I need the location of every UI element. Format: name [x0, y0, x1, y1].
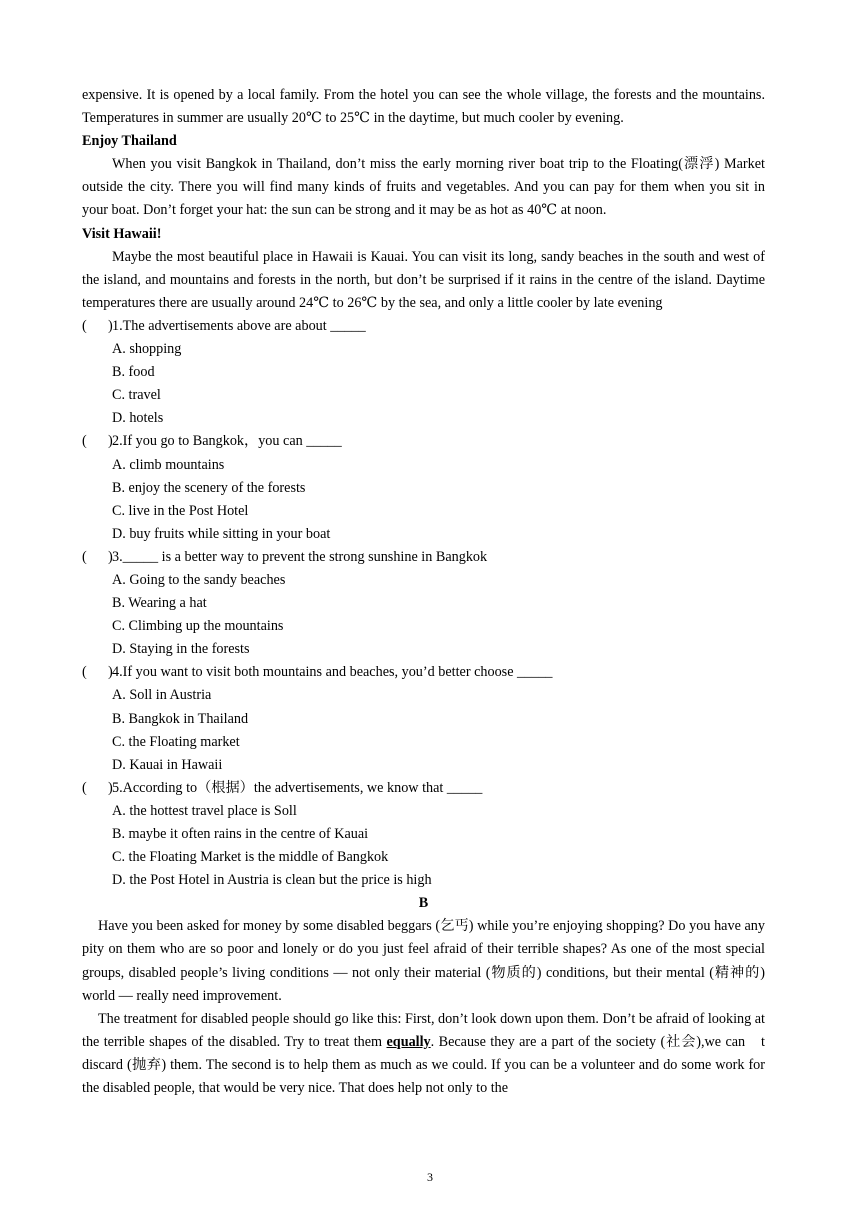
answer-option: B. enjoy the scenery of the forests [112, 479, 306, 496]
answer-option: B. maybe it often rains in the centre of Kauai [112, 826, 369, 842]
answer-option: D. Kauai in Hawaii [112, 756, 223, 773]
answer-option: C. travel [112, 387, 161, 404]
section-b-label: B [418, 895, 429, 912]
hawaii-paragraph: Maybe the most beautiful place in Hawaii is Kauai. You can visit its long, sandy beaches in the south and west of the island, and mountains and forests in the north, but don’t be surprised if it rains in the centre of the island. Daytime temperatures there are usually around 24℃ to 26℃ by the sea, and only a little cooler by late evening [82, 248, 765, 311]
answer-option: A. shopping [112, 341, 182, 358]
document-page [82, 84, 765, 1100]
question-text: 1.The advertisements above are about _____ [112, 317, 366, 334]
para2-text-before: The treatment for disabled people should go like this: First, don’t look down upon them. Don’t be afraid of looking at the terrible shapes of the disabled. Try to treat them [82, 1010, 765, 1050]
question-stem [82, 430, 765, 453]
question-stem [82, 315, 765, 338]
answer-blank[interactable]: ( ) [82, 779, 113, 796]
answer-option: C. the Floating Market is the middle of Bangkok [112, 849, 389, 866]
heading-visit-hawaii: Visit Hawaii! [82, 225, 162, 242]
answer-option: B. food [112, 364, 155, 381]
question-text: 4.If you want to visit both mountains and beaches, you’d better choose _____ [112, 664, 553, 681]
answer-option: A. the hottest travel place is Soll [112, 802, 297, 819]
answer-blank[interactable]: ( ) [82, 664, 113, 681]
question-text: 3._____ is a better way to prevent the strong sunshine in Bangkok [112, 548, 488, 565]
section-b-paragraph-1: Have you been asked for money by some disabled beggars (乞丐) while you’re enjoying shopping? Do you have any pity on them who are so poor and lonely or do you just feel afraid of their terrible shapes? As one of the most special groups, disabled people’s living conditions — not only their material (物质的) conditions, but their mental (精神的) world — really need improvement. [82, 918, 765, 1004]
heading-enjoy-thailand: Enjoy Thailand [82, 133, 177, 150]
question-stem [82, 777, 765, 800]
answer-option: D. Staying in the forests [112, 641, 250, 658]
question-text: 5.According to（根据）the advertisements, we know that _____ [112, 779, 483, 796]
answer-option: C. Climbing up the mountains [112, 618, 284, 635]
answer-option: D. buy fruits while sitting in your boat [112, 525, 331, 542]
question-stem [82, 661, 765, 684]
answer-blank[interactable]: ( ) [82, 317, 113, 334]
answer-option: A. climb mountains [112, 456, 225, 473]
soll-paragraph-end: expensive. It is opened by a local family. From the hotel you can see the whole village, the forests and the mountains. Temperatures in summer are usually 20℃ to 25℃ in the daytime, but much cooler by evening. [82, 87, 765, 127]
question-text: 2.If you go to Bangkok，you can _____ [112, 433, 342, 450]
answer-option: B. Wearing a hat [112, 595, 207, 612]
para2-text-after: . Because they are a part of the society (社会),we can t discard (抛弃) them. The second is to help them as much as we could. If you can be a volunteer and do some work for the disabled people, that would be very nice. That does help not only to the [82, 1033, 765, 1097]
answer-option: C. live in the Post Hotel [112, 502, 249, 519]
answer-blank[interactable]: ( ) [82, 433, 113, 450]
page-number: 3 [427, 1170, 433, 1184]
answer-option: D. hotels [112, 410, 164, 427]
question-list [82, 315, 765, 892]
emphasized-word-equally: equally [386, 1033, 431, 1050]
thailand-paragraph: When you visit Bangkok in Thailand, don’t miss the early morning river boat trip to the Floating(漂浮) Market outside the city. There you will find many kinds of fruits and vegetables. And you can pay for them when you sit in your boat. Don’t forget your hat: the sun can be strong and it may be as hot as 40℃ at noon. [82, 156, 765, 219]
answer-option: B. Bangkok in Thailand [112, 710, 249, 727]
answer-blank[interactable]: ( ) [82, 548, 113, 565]
answer-option: A. Soll in Austria [112, 687, 212, 704]
answer-option: A. Going to the sandy beaches [112, 571, 286, 588]
section-b-paragraph-2 [82, 1008, 765, 1100]
answer-option: D. the Post Hotel in Austria is clean but the price is high [112, 872, 432, 889]
answer-option: C. the Floating market [112, 733, 240, 750]
question-stem [82, 546, 765, 569]
